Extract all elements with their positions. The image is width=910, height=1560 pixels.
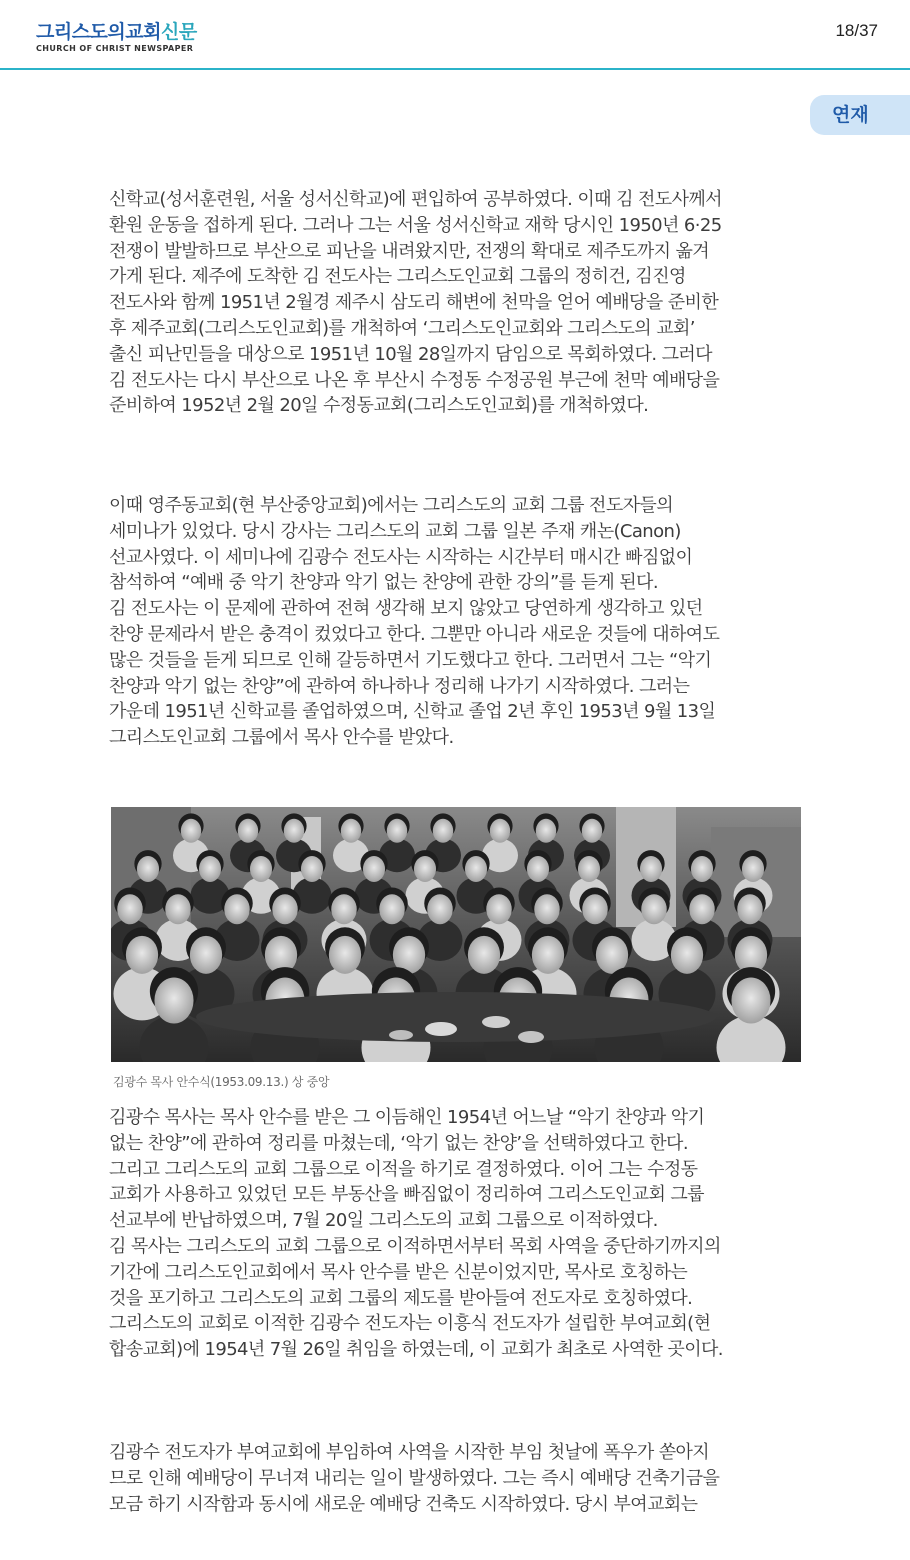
photo-person-face [250, 856, 272, 882]
page-number: 18/37 [835, 21, 878, 40]
photo-person-face [527, 856, 549, 882]
photo-person-face [737, 894, 763, 924]
logo-title-main: 그리스도의교회 [36, 21, 161, 43]
photo-person-face [154, 977, 193, 1023]
article-paragraph-4: 김광수 전도자가 부여교회에 부임하여 사역을 시작한 부임 첫날에 폭우가 쏟아지 므로 인해 예배당이 무너져 내리는 일이 발생하였다. 그는 즉시 예배당 건축기금을 모금 하기 시작함과 동시에 새로운 예배당 건축도 시작하였다. 당시 부여교회는 [109, 1442, 720, 1515]
section-tab-series[interactable]: 연재 [810, 95, 910, 135]
photo-person-face [465, 856, 487, 882]
photo-graphic [111, 807, 801, 1062]
photo-person-face [137, 856, 159, 882]
photo-person-face [582, 894, 608, 924]
photo-person-face [486, 894, 512, 924]
photo-person-face [284, 819, 304, 843]
photo-person-face [126, 936, 158, 974]
photo-person-face [117, 894, 143, 924]
photo-person-face [578, 856, 600, 882]
photo-person-face [301, 856, 323, 882]
photo-person-face [224, 894, 250, 924]
photo-person-face [490, 819, 510, 843]
photo-person-face [363, 856, 385, 882]
photo-person-face [731, 977, 770, 1023]
article-paragraph-1: 신학교(성서훈련원, 서울 성서신학교)에 편입하여 공부하였다. 이때 김 전도사께서 환원 운동을 접하게 된다. 그러나 그는 서울 성서신학교 재학 당시인 1950년 6·25 전쟁이 발발하므로 부산으로 피난을 내려왔지만, 전쟁의 확대로 제주도까지 옮겨 가게 된다. 제주에 도착한 김 전도사는 그리스도인교회 그룹의 정히건, 김진영 전도사와 함께 1951년 2월경 제주시 삼도리 해변에 천막을 얻어 예배당을 준비한 후 제주교회(그리스도인교회)를 개척하여 ‘그리스도인교회와 그리스도의 교회’ 출신 피난민들을 대상으로 1951년 10월 28일까지 담임으로 목회하였다. 그러다 김 전도사는 다시 부산으로 나온 후 부산시 수정동 수정공원 부근에 천막 예배당을 준비하여 1952년 2월 20일 수정동교회(그리스도인교회)를 개척하였다. [109, 189, 722, 417]
logo-title [36, 22, 197, 42]
photo-person-face [641, 894, 667, 924]
photo-person-face [468, 936, 500, 974]
photo-person-face [536, 819, 556, 843]
photo-person-face [689, 894, 715, 924]
photo-person-face [427, 894, 453, 924]
photo-person-face [379, 894, 405, 924]
photo-person-face [691, 856, 713, 882]
photo-person-face [532, 936, 564, 974]
photo-person-face [414, 856, 436, 882]
photo-person-face [341, 819, 361, 843]
article-paragraph-2: 이때 영주동교회(현 부산중앙교회)에서는 그리스도의 교회 그룹 전도자들의 세미나가 있었다. 당시 강사는 그리스도의 교회 그룹 일본 주재 캐논(Canon) 선교사였다. 이 세미나에 김광수 전도사는 시작하는 시간부터 매시간 빠짐없이 참석하여 “예배 중 악기 찬양과 악기 없는 찬양에 관한 강의”를 듣게 된다. 김 전도사는 이 문제에 관하여 전혀 생각해 보지 않았고 당연하게 생각하고 있던 찬양 문제라서 받은 충격이 컸었다고 한다. 그뿐만 아니라 새로운 것들에 대하여도 많은 것들을 듣게 되므로 인해 갈등하면서 기도했다고 한다. 그러면서 그는 “악기 찬양과 악기 없는 찬양”에 관하여 하나하나 정리해 나가기 시작하였다. 그러는 가운데 1951년 신학교를 졸업하였으며, 신학교 졸업 2년 후인 1953년 9월 13일 그리스도인교회 그룹에서 목사 안수를 받았다. [109, 495, 720, 749]
logo-subtitle: CHURCH OF CHRIST NEWSPAPER [36, 44, 194, 53]
photo-person-face [534, 894, 560, 924]
photo-person-face [742, 856, 764, 882]
article-paragraph-3: 김광수 목사는 목사 안수를 받은 그 이듬해인 1954년 어느날 “악기 찬양과 악기 없는 찬양”에 관하여 정리를 마쳤는데, ‘악기 없는 찬양’을 선택하였다고 한다. 그리고 그리스도의 교회 그룹으로 이적을 하기로 결정하였다. 이어 그는 수정동 교회가 사용하고 있었던 모든 부동산을 빠짐없이 정리하여 그리스도인교회 그룹 선교부에 반납하였으며, 7월 20일 그리스도의 교회 그룹으로 이적하였다. 김 목사는 그리스도의 교회 그룹으로 이적하면서부터 목회 사역을 중단하기까지의 기간에 그리스도인교회에서 목사 안수를 받은 신분이었지만, 목사로 호칭하는 것을 포기하고 그리스도의 교회 그룹의 제도를 받아들여 전도자로 호칭하였다. 그리스도의 교회로 이적한 김광수 전도자는 이흥식 전도자가 설립한 부여교회(현 합송교회)에 1954년 7월 26일 취임을 하였는데, 이 교회가 최초로 사역한 곳이다. [109, 1107, 723, 1361]
photo-person-face [433, 819, 453, 843]
page-header [0, 0, 910, 70]
photo-caption: 김광수 목사 안수식(1953.09.13.) 상 중앙 [113, 1075, 330, 1089]
ordination-photo [111, 807, 801, 1062]
newspaper-logo[interactable] [36, 22, 197, 53]
photo-person-face [387, 819, 407, 843]
photo-person-face [190, 936, 222, 974]
photo-person-face [272, 894, 298, 924]
photo-person-face [671, 936, 703, 974]
photo-person-face [238, 819, 258, 843]
photo-person-face [582, 819, 602, 843]
photo-person-face [331, 894, 357, 924]
logo-title-accent: 신문 [160, 21, 197, 43]
photo-person-face [329, 936, 361, 974]
photo-person-face [199, 856, 221, 882]
photo-person-face [181, 819, 201, 843]
photo-person-face [640, 856, 662, 882]
photo-person-face [165, 894, 191, 924]
